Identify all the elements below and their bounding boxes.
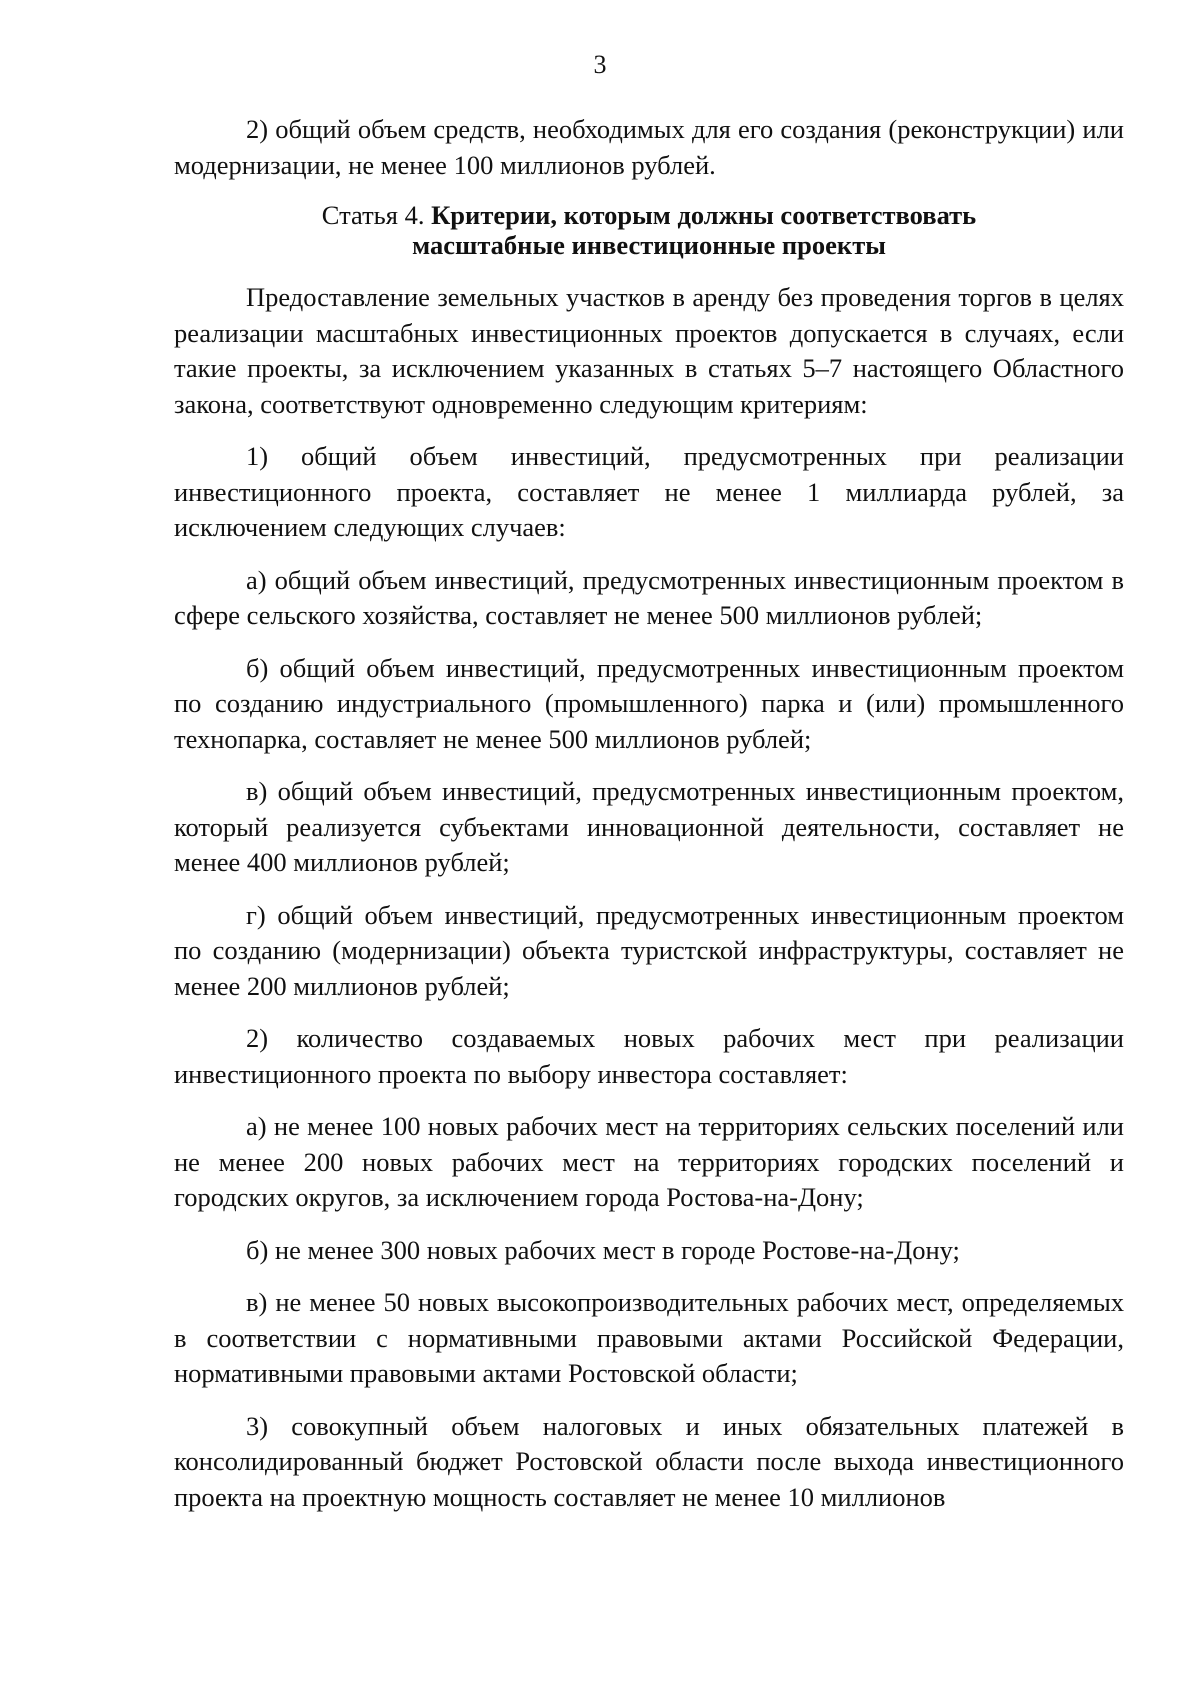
paragraph-criterion-2b: б) не менее 300 новых рабочих мест в городе Ростове-на-Дону;	[246, 1234, 960, 1265]
paragraph-criterion-2v: в) не менее 50 новых высокопроизводительных рабочих мест, определяемых в соответствии с нормативными правовыми актами Российской Федерации, нормативными правовыми актами Ростовской области;	[174, 1287, 1124, 1388]
article-title-line1: Критерии, которым должны соответствовать	[431, 200, 977, 230]
paragraph-criterion-1b: б) общий объем инвестиций, предусмотренных инвестиционным проектом по созданию индустриального (промышленного) парка и (или) промышленного технопарка, составляет не менее 500 миллионов рублей;	[174, 652, 1124, 754]
paragraph-criterion-2a: а) не менее 100 новых рабочих мест на территориях сельских поселений или не менее 200 новых рабочих мест на территориях городских поселений и городских округов, за исключением города Ростова-на-Дону;	[174, 1111, 1124, 1212]
paragraph-criterion-1g: г) общий объем инвестиций, предусмотренных инвестиционным проектом по созданию (модернизации) объекта туристской инфраструктуры, составляет не менее 200 миллионов рублей;	[174, 899, 1124, 1001]
paragraph-item-2-funding: 2) общий объем средств, необходимых для его создания (реконструкции) или модернизации, не менее 100 миллионов рублей.	[174, 114, 1124, 180]
article-label: Статья 4.	[321, 200, 432, 230]
paragraph-criterion-2: 2) количество создаваемых новых рабочих мест при реализации инвестиционного проекта по выбору инвестора составляет:	[174, 1023, 1124, 1089]
paragraph-criterion-3: 3) совокупный объем налоговых и иных обязательных платежей в консолидированный бюджет Ростовской области после выхода инвестиционного проекта на проектную мощность составляет не менее 10 миллионов	[174, 1410, 1124, 1512]
article-heading-line1	[174, 200, 1124, 230]
paragraph-criterion-1: 1) общий объем инвестиций, предусмотренных при реализации инвестиционного проекта, составляет не менее 1 миллиарда рублей, за исключением следующих случаев:	[174, 441, 1124, 542]
document-body	[174, 112, 1124, 1532]
paragraph-intro: Предоставление земельных участков в аренду без проведения торгов в целях реализации масштабных инвестиционных проектов допускается в случаях, если такие проекты, за исключением указанных в статьях 5–7 настоящего Областного закона, соответствуют одновременно следующим критериям:	[174, 282, 1124, 419]
paragraph-criterion-1v: в) общий объем инвестиций, предусмотренных инвестиционным проектом, который реализуется субъектами инновационной деятельности, составляет не менее 400 миллионов рублей;	[174, 776, 1124, 877]
page-number: 3	[593, 50, 607, 79]
article-heading	[174, 200, 1124, 260]
article-title-line2: масштабные инвестиционные проекты	[412, 230, 886, 260]
paragraph-criterion-1a: а) общий объем инвестиций, предусмотренных инвестиционным проектом в сфере сельского хозяйства, составляет не менее 500 миллионов рублей;	[174, 564, 1124, 630]
